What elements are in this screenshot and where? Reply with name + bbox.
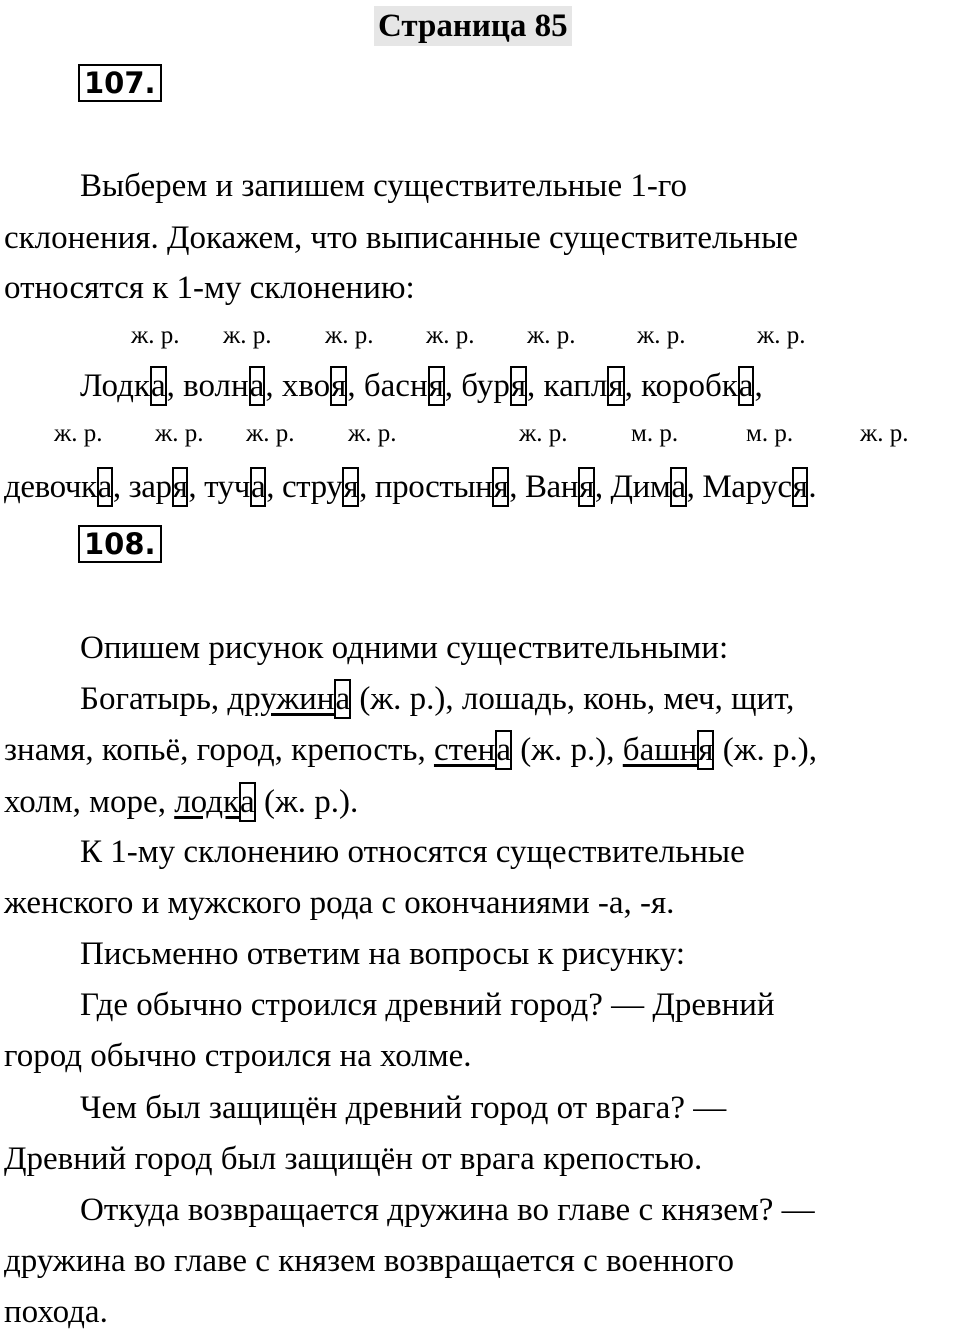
gender-label: ж. р. [155, 420, 204, 447]
ending-box: я [698, 732, 714, 768]
qa-line-6: дружина во главе с князем возвращается с военного [4, 1243, 734, 1279]
ending-box: я [172, 469, 188, 505]
task-108-number-dot: . [144, 527, 156, 561]
word-stem: простын [374, 469, 493, 505]
ending-box: я [493, 469, 509, 505]
desc-text: знамя, копьё, город, крепость, [4, 732, 434, 768]
gender-label: ж. р. [860, 420, 909, 447]
desc-text: (ж. р.), [714, 732, 818, 768]
ending-box: я [343, 469, 359, 505]
word-stem: Дим [610, 469, 671, 505]
word-separator: , [444, 368, 462, 404]
task-107-number [78, 64, 162, 102]
gender-label: ж. р. [527, 322, 576, 349]
qa-line-7: похода. [4, 1294, 108, 1330]
word-line-2 [4, 467, 960, 507]
desc-line-2 [4, 730, 960, 770]
ending-box: я [510, 368, 527, 404]
word-separator: , [754, 368, 763, 404]
desc-line-3 [4, 782, 960, 822]
ending-box: а [249, 368, 265, 404]
gender-label: ж. р. [54, 420, 103, 447]
underlined-word [227, 681, 351, 717]
qa-line-5: Откуда возвращается дружина во главе с князем? — [80, 1192, 815, 1228]
task-107-number-dot: . [144, 66, 156, 100]
word-separator: , [359, 469, 375, 505]
qa-line-2: город обычно строился на холме. [4, 1038, 472, 1074]
word-stem: стен [433, 732, 496, 768]
word-stem: лодк [174, 784, 240, 820]
word-separator: , [527, 368, 544, 404]
word-stem: дружин [227, 681, 335, 717]
rule-line-2: женского и мужского рода с окончаниями -а, -я. [4, 885, 675, 921]
ending-box: а [240, 784, 255, 820]
word-separator: , [347, 368, 364, 404]
word-separator: , [265, 368, 282, 404]
word-stem: басн [363, 368, 428, 404]
word-stem: Ван [524, 469, 579, 505]
desc-text: (ж. р.). [255, 784, 359, 820]
page-title: Страница 85 [374, 6, 572, 46]
task-107-number-text: 107 [84, 66, 145, 100]
ending-box: а [335, 681, 351, 717]
ending-box: а [671, 469, 686, 505]
gender-labels-row-2 [0, 420, 960, 450]
word-separator: , [266, 469, 282, 505]
word-separator: , [509, 469, 525, 505]
task-108-number [78, 525, 162, 563]
word-line-1 [80, 366, 960, 406]
task-108-intro: Опишем рисунок одними существительными: [80, 630, 729, 666]
word-separator: , [166, 368, 184, 404]
gender-label: ж. р. [426, 322, 475, 349]
underlined-word [623, 732, 715, 768]
word-stem: стру [281, 469, 343, 505]
ending-box: я [331, 368, 347, 404]
desc-text: (ж. р.), [512, 732, 623, 768]
ending-box: а [97, 469, 112, 505]
ending-box: я [792, 469, 808, 505]
word-stem: девочк [4, 469, 97, 505]
gender-label: ж. р. [757, 322, 806, 349]
qa-line-1: Где обычно строился древний город? — Древний [80, 987, 775, 1023]
word-separator: , [686, 469, 703, 505]
word-stem: коробк [641, 368, 738, 404]
task-108-number-text: 108 [84, 527, 145, 561]
underlined-word [434, 732, 512, 768]
word-stem: бур [461, 368, 510, 404]
underlined-word [174, 784, 256, 820]
qa-line-3: Чем был защищён древний город от врага? — [80, 1090, 727, 1126]
ending-box: я [579, 469, 594, 505]
word-separator: , [112, 469, 129, 505]
gender-label: ж. р. [637, 322, 686, 349]
desc-text: (ж. р.), лошадь, конь, меч, щит, [351, 681, 795, 717]
word-separator: . [808, 469, 817, 505]
ending-box: я [428, 368, 444, 404]
word-stem: туч [204, 469, 250, 505]
gender-labels-row-1 [0, 322, 960, 352]
gender-label: м. р. [631, 420, 679, 447]
word-separator: , [594, 469, 611, 505]
ending-box: а [150, 368, 166, 404]
gender-label: м. р. [746, 420, 794, 447]
desc-text: холм, море, [4, 784, 175, 820]
gender-label: ж. р. [131, 322, 180, 349]
task-107-intro-line-1: Выберем и запишем существительные 1-го [80, 168, 688, 204]
rule-line-1: К 1-му склонению относятся существительные [80, 834, 745, 870]
questions-intro: Письменно ответим на вопросы к рисунку: [80, 936, 686, 972]
word-stem: Лодк [80, 368, 150, 404]
ending-box: а [250, 469, 266, 505]
task-107-intro-line-2: склонения. Докажем, что выписанные существительные [4, 220, 798, 256]
gender-label: ж. р. [519, 420, 568, 447]
word-stem: Марус [702, 469, 792, 505]
word-stem: волн [183, 368, 249, 404]
ending-box: я [608, 368, 624, 404]
ending-box: а [738, 368, 754, 404]
desc-text: Богатырь, [80, 681, 228, 717]
desc-line-1 [80, 679, 960, 719]
word-stem: зар [128, 469, 172, 505]
word-stem: хво [281, 368, 331, 404]
word-stem: башн [622, 732, 698, 768]
word-separator: , [624, 368, 642, 404]
ending-box: а [496, 732, 511, 768]
gender-label: ж. р. [223, 322, 272, 349]
word-stem: капл [543, 368, 608, 404]
gender-label: ж. р. [325, 322, 374, 349]
task-107-intro-line-3: относятся к 1-му склонению: [4, 270, 415, 306]
word-separator: , [188, 469, 205, 505]
gender-label: ж. р. [246, 420, 295, 447]
gender-label: ж. р. [348, 420, 397, 447]
qa-line-4: Древний город был защищён от врага крепостью. [4, 1141, 703, 1177]
